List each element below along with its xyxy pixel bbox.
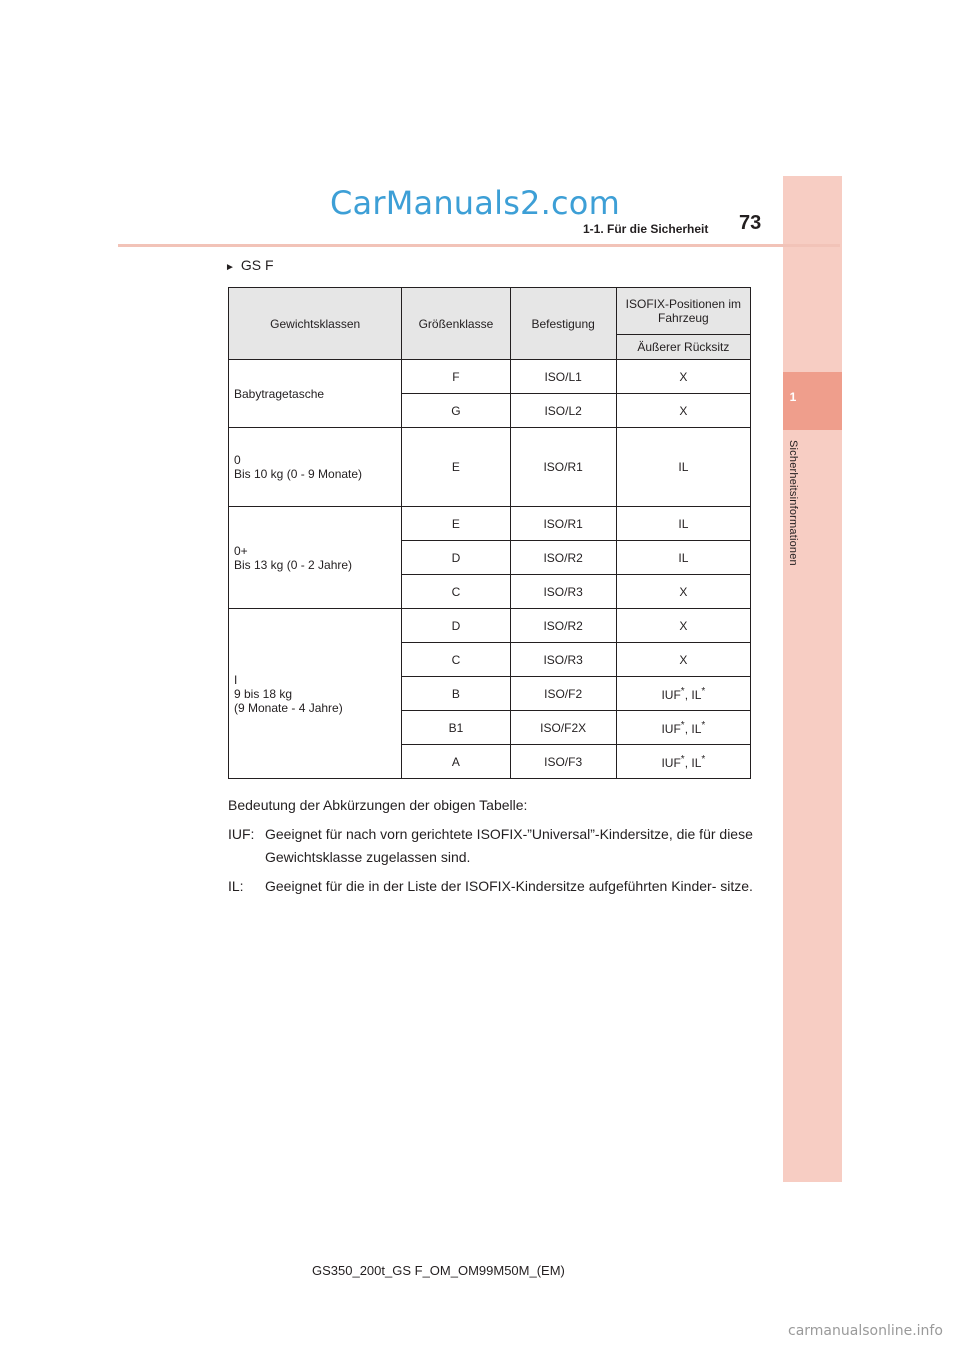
note-text: Geeignet für die in der Liste der ISOFIX-Kindersitze aufgeführten Kinder- sitze. <box>265 878 753 894</box>
position-value-cell: IUF*, IL* <box>616 677 750 711</box>
side-chapter-label: Sicherheitsinformationen <box>787 440 799 566</box>
fixture-cell: ISO/L2 <box>510 394 616 428</box>
fixture-cell: ISO/R3 <box>510 643 616 677</box>
table-row <box>229 360 751 394</box>
fixture-cell: ISO/R1 <box>510 428 616 507</box>
position-value-cell: X <box>616 575 750 609</box>
fixture-cell: ISO/L1 <box>510 360 616 394</box>
size-class-cell: C <box>402 575 510 609</box>
fixture-cell: ISO/F2X <box>510 711 616 745</box>
position-value-cell: IUF*, IL* <box>616 745 750 779</box>
header-section-title: 1-1. Für die Sicherheit <box>583 222 709 236</box>
position-value-cell: IL <box>616 428 750 507</box>
note-item <box>228 823 753 869</box>
fixture-cell: ISO/F2 <box>510 677 616 711</box>
position-value-cell: X <box>616 643 750 677</box>
position-value-cell: X <box>616 394 750 428</box>
fixture-cell: ISO/R2 <box>510 609 616 643</box>
note-text: Geeignet für nach vorn gerichtete ISOFIX-”Universal”-Kindersitze, die für diese Gewichtsklasse zugelassen sind. <box>265 826 753 865</box>
footer-document-code: GS350_200t_GS F_OM_OM99M50M_(EM) <box>312 1263 565 1278</box>
fixture-cell: ISO/R2 <box>510 541 616 575</box>
size-class-cell: C <box>402 643 510 677</box>
note-key: IUF: <box>228 826 255 842</box>
position-value-cell: X <box>616 360 750 394</box>
header-size-class: Größenklasse <box>402 288 510 360</box>
size-class-cell: B1 <box>402 711 510 745</box>
notes-intro: Bedeutung der Abkürzungen der obigen Tabelle: <box>228 797 528 813</box>
size-class-cell: B <box>402 677 510 711</box>
section-heading <box>225 257 274 273</box>
weight-class-line: 0+ <box>234 543 248 558</box>
table-row <box>229 609 751 643</box>
fixture-cell: ISO/R3 <box>510 575 616 609</box>
size-class-cell: D <box>402 609 510 643</box>
size-class-cell: F <box>402 360 510 394</box>
size-class-cell: E <box>402 428 510 507</box>
header-outer-rear-seat: Äußerer Rücksitz <box>616 335 750 360</box>
weight-class-cell <box>229 507 402 609</box>
header-positions: ISOFIX-Positionen im Fahrzeug <box>616 288 750 335</box>
weight-class-line: Bis 13 kg (0 - 2 Jahre) <box>234 557 353 572</box>
weight-class-line: Bis 10 kg (0 - 9 Monate) <box>234 467 363 481</box>
size-class-cell: D <box>402 541 510 575</box>
table-body <box>229 360 751 779</box>
position-value-cell: IUF*, IL* <box>616 711 750 745</box>
fixture-cell: ISO/F3 <box>510 745 616 779</box>
side-chapter-tab <box>783 176 842 1182</box>
table-row <box>229 507 751 541</box>
watermark-logo-top[interactable]: CarManuals2.com <box>330 184 620 222</box>
note-key: IL: <box>228 878 244 894</box>
weight-class-line: I <box>234 672 238 687</box>
size-class-cell: E <box>402 507 510 541</box>
notes <box>228 794 753 904</box>
position-value-cell: IL <box>616 507 750 541</box>
header-rule <box>118 244 840 247</box>
header-weight-class: Gewichtsklassen <box>229 288 402 360</box>
side-chapter-number: 1 <box>789 390 797 404</box>
weight-class-line: 0 <box>234 453 241 467</box>
header-fixture: Befestigung <box>510 288 616 360</box>
weight-class-cell <box>229 360 402 428</box>
table-row <box>229 428 751 507</box>
note-item <box>228 875 753 898</box>
fixture-cell: ISO/R1 <box>510 507 616 541</box>
weight-class-line: (9 Monate - 4 Jahre) <box>234 700 343 715</box>
size-class-cell: A <box>402 745 510 779</box>
isofix-table <box>228 287 751 779</box>
weight-class-cell <box>229 428 402 507</box>
page-number: 73 <box>739 212 762 234</box>
weight-class-cell <box>229 609 402 779</box>
size-class-cell: G <box>402 394 510 428</box>
watermark-bottom[interactable]: carmanualsonline.info <box>788 1323 943 1339</box>
weight-class-line: Babytragetasche <box>234 386 325 401</box>
position-value-cell: IL <box>616 541 750 575</box>
bullet-arrow-icon: ► <box>225 262 235 273</box>
position-value-cell: X <box>616 609 750 643</box>
weight-class-line: 9 bis 18 kg <box>234 686 293 701</box>
section-heading-text: GS F <box>240 257 274 273</box>
